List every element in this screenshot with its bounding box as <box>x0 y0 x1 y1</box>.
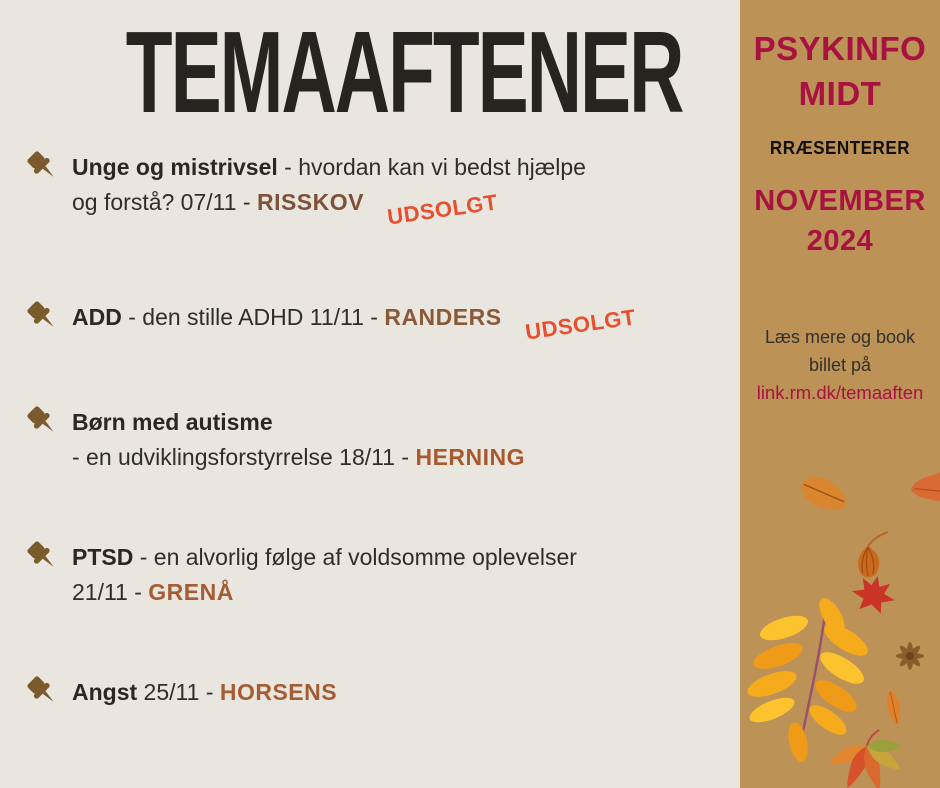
physalis-icon <box>858 532 888 577</box>
event-location: RISSKOV <box>256 189 364 215</box>
event-row <box>24 675 736 716</box>
event-line <box>72 300 637 345</box>
event-text-segment: og forstå? 07/11 - <box>72 189 257 215</box>
event-text-segment: - den stille ADHD 11/11 - <box>121 304 385 330</box>
month-label <box>740 181 940 261</box>
event-text <box>72 300 637 345</box>
brand-name <box>740 26 940 116</box>
event-text-segment: - en udviklingsforstyrrelse 18/11 - <box>72 444 416 470</box>
booking-line2: billet på <box>808 355 872 375</box>
oak-leaf-icon <box>796 471 852 517</box>
event-row <box>24 405 736 475</box>
page-title: TEMAAFTENER <box>125 7 683 137</box>
event-location: GRENÅ <box>148 579 234 605</box>
presents-label: RRÆSENTERER <box>769 138 911 158</box>
event-text-segment: 21/11 - <box>72 579 149 605</box>
booking-link[interactable]: link.rm.dk/temaaften <box>756 382 924 403</box>
event-text-segment: Unge og mistrivsel <box>72 154 278 180</box>
event-line <box>72 185 586 230</box>
month-line2: 2024 <box>806 225 874 257</box>
event-line <box>72 405 525 440</box>
event-location: HERNING <box>415 444 526 470</box>
event-location: RANDERS <box>384 304 502 330</box>
event-line <box>72 540 577 575</box>
event-text-segment: - en alvorlig følge af voldsomme oplevelser <box>133 544 577 570</box>
pushpin-icon <box>24 298 64 341</box>
event-text-segment: ADD <box>72 304 122 330</box>
soldout-badge: UDSOLGT <box>523 304 637 345</box>
small-leaf-icon <box>884 689 903 727</box>
soldout-badge: UDSOLGT <box>385 189 500 230</box>
pushpin-icon <box>24 538 64 581</box>
booking-info <box>740 323 940 379</box>
star-anise-icon <box>896 642 924 670</box>
pushpin-icon <box>24 148 64 191</box>
event-text-segment: Børn med autisme <box>72 409 273 435</box>
brand-line1: PSYKINFO <box>753 30 927 67</box>
event-text <box>72 675 337 710</box>
event-text <box>72 405 525 475</box>
maple-leaf-icon <box>849 572 900 616</box>
month-line1: NOVEMBER <box>754 185 926 217</box>
event-text-segment: PTSD <box>72 544 134 570</box>
torn-leaf-icon <box>908 470 940 508</box>
event-line <box>72 575 577 610</box>
sidebar <box>740 0 940 788</box>
event-text <box>72 150 586 230</box>
rowan-leaf-icon <box>744 594 872 763</box>
event-line <box>72 675 337 710</box>
event-text <box>72 540 577 610</box>
event-text-segment: - hvordan kan vi bedst hjælpe <box>277 154 586 180</box>
event-row <box>24 540 736 610</box>
pushpin-icon <box>24 673 64 716</box>
brand-line2: MIDT <box>798 75 882 112</box>
booking-line1: Læs mere og book <box>764 327 916 347</box>
event-location: HORSENS <box>219 679 338 705</box>
pushpin-icon <box>24 403 64 446</box>
event-row <box>24 300 736 345</box>
event-line <box>72 150 586 185</box>
creeper-leaf-icon <box>826 730 904 788</box>
event-row <box>24 150 736 230</box>
event-text-segment: Angst <box>72 679 138 705</box>
event-line <box>72 440 525 475</box>
event-text-segment: 25/11 - <box>137 679 220 705</box>
